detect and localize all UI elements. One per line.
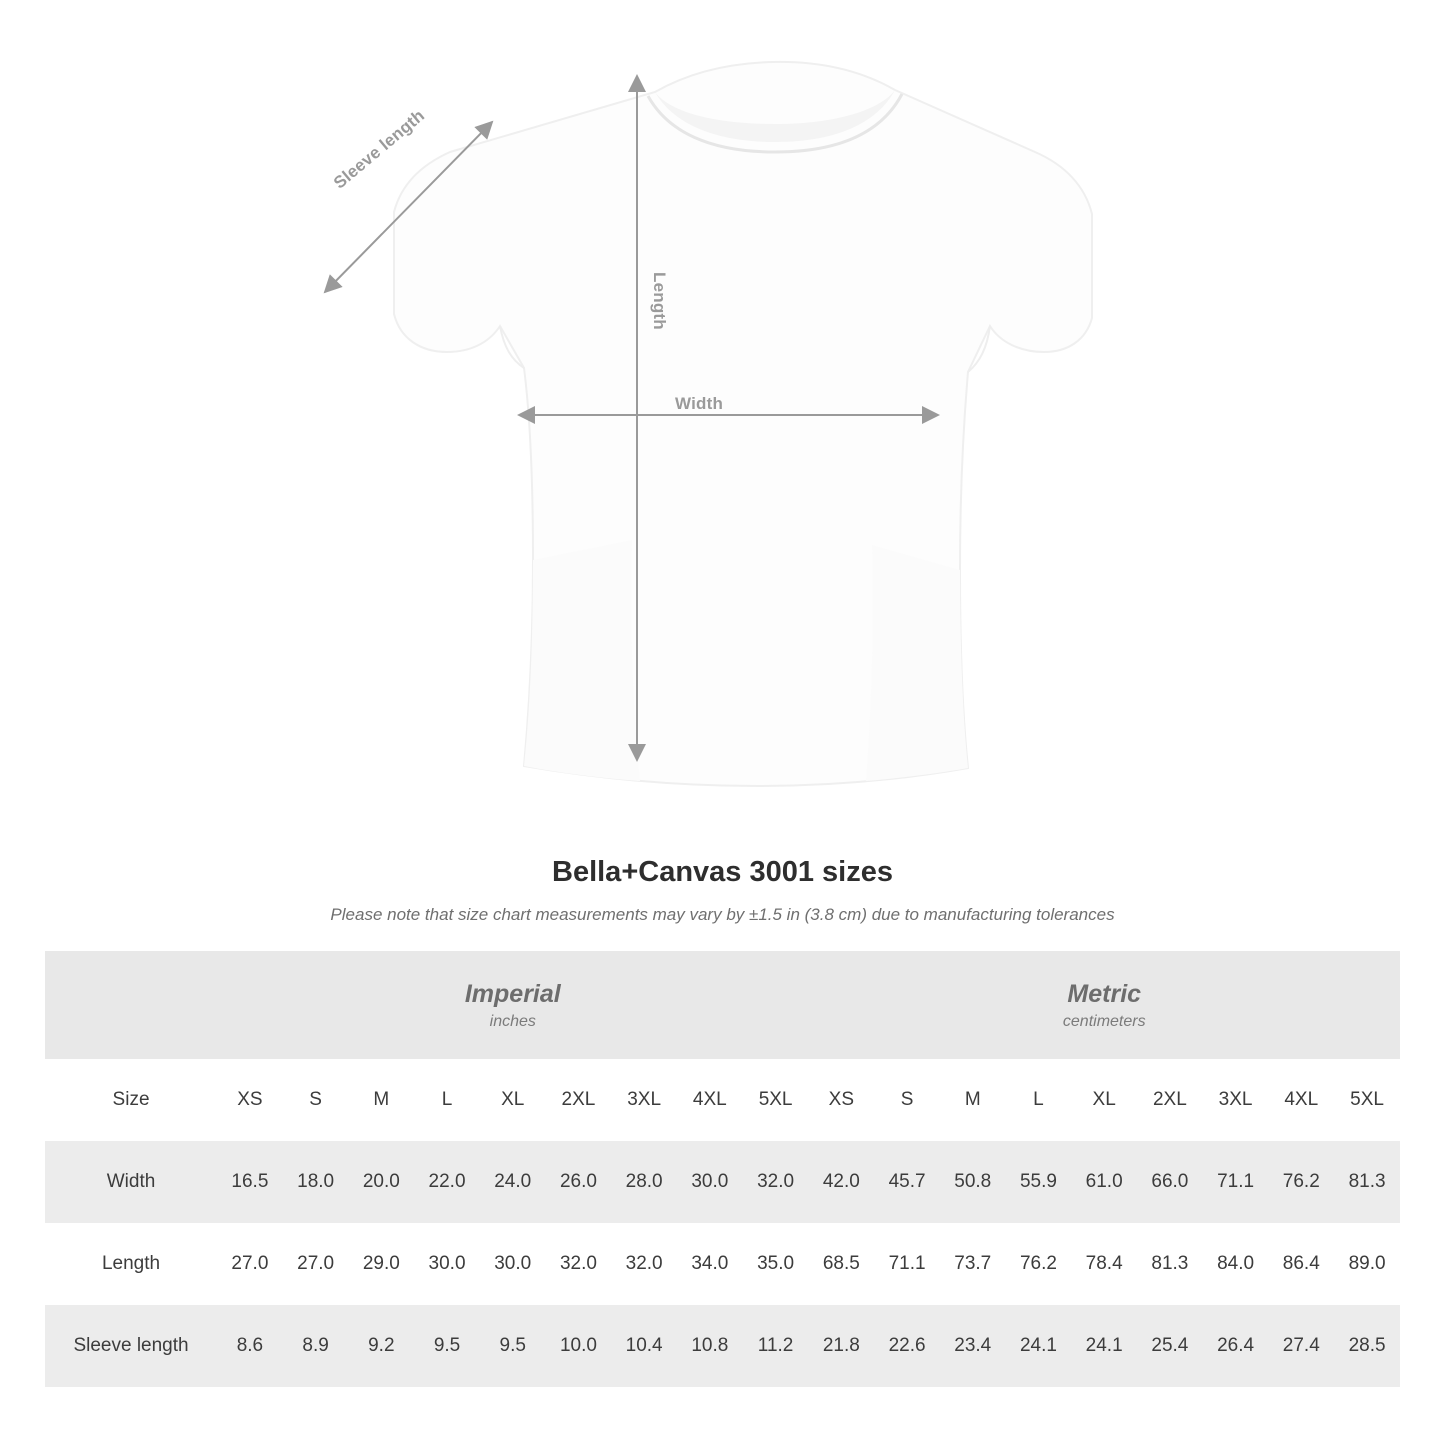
- size-col-2xl-imperial: 2XL: [546, 1059, 612, 1141]
- cell-width-4: 24.0: [480, 1141, 546, 1223]
- table-row: [45, 1141, 1400, 1223]
- cell-width-5: 26.0: [546, 1141, 612, 1223]
- cell-length-14: 81.3: [1137, 1223, 1203, 1305]
- unit-group-imperial: [217, 951, 808, 1059]
- size-col-3xl-imperial: 3XL: [611, 1059, 677, 1141]
- cell-width-14: 66.0: [1137, 1141, 1203, 1223]
- cell-sleeve-4: 9.5: [480, 1305, 546, 1387]
- cell-sleeve-9: 21.8: [809, 1305, 875, 1387]
- cell-length-11: 73.7: [940, 1223, 1006, 1305]
- cell-length-13: 78.4: [1071, 1223, 1137, 1305]
- cell-width-17: 81.3: [1334, 1141, 1400, 1223]
- cell-sleeve-11: 23.4: [940, 1305, 1006, 1387]
- size-header-row: [45, 1059, 1400, 1141]
- cell-width-6: 28.0: [611, 1141, 677, 1223]
- cell-length-5: 32.0: [546, 1223, 612, 1305]
- cell-length-16: 86.4: [1268, 1223, 1334, 1305]
- size-col-xs-metric: XS: [809, 1059, 875, 1141]
- page-title: Bella+Canvas 3001 sizes: [552, 856, 893, 888]
- sleeve-length-label: Sleeve length: [330, 105, 429, 193]
- cell-sleeve-10: 22.6: [874, 1305, 940, 1387]
- cell-width-12: 55.9: [1006, 1141, 1072, 1223]
- cell-length-4: 30.0: [480, 1223, 546, 1305]
- size-col-5xl-metric: 5XL: [1334, 1059, 1400, 1141]
- cell-width-9: 42.0: [809, 1141, 875, 1223]
- cell-length-15: 84.0: [1203, 1223, 1269, 1305]
- size-col-s-metric: S: [874, 1059, 940, 1141]
- cell-length-0: 27.0: [217, 1223, 283, 1305]
- size-col-l-imperial: L: [414, 1059, 480, 1141]
- size-col-xl-metric: XL: [1071, 1059, 1137, 1141]
- size-chart-table-wrap: [45, 951, 1400, 1387]
- cell-sleeve-16: 27.4: [1268, 1305, 1334, 1387]
- size-col-l-metric: L: [1006, 1059, 1072, 1141]
- tolerance-note: Please note that size chart measurements may vary by ±1.5 in (3.8 cm) due to manufacturing tolerances: [330, 905, 1115, 924]
- size-col-2xl-metric: 2XL: [1137, 1059, 1203, 1141]
- size-col-xs-imperial: XS: [217, 1059, 283, 1141]
- size-col-3xl-metric: 3XL: [1203, 1059, 1269, 1141]
- size-chart-table: [45, 951, 1400, 1387]
- cell-sleeve-2: 9.2: [348, 1305, 414, 1387]
- cell-width-7: 30.0: [677, 1141, 743, 1223]
- width-label: Width: [675, 394, 724, 413]
- unit-metric-name: Metric: [1067, 980, 1142, 1008]
- chart-header: [0, 856, 1445, 925]
- table-row: [45, 1223, 1400, 1305]
- row-label-width: Width: [45, 1141, 217, 1223]
- cell-sleeve-13: 24.1: [1071, 1305, 1137, 1387]
- cell-sleeve-0: 8.6: [217, 1305, 283, 1387]
- cell-length-6: 32.0: [611, 1223, 677, 1305]
- cell-sleeve-7: 10.8: [677, 1305, 743, 1387]
- unit-imperial-name: Imperial: [464, 980, 561, 1008]
- size-col-4xl-imperial: 4XL: [677, 1059, 743, 1141]
- unit-header-spacer: [45, 951, 217, 1059]
- size-col-5xl-imperial: 5XL: [743, 1059, 809, 1141]
- cell-sleeve-6: 10.4: [611, 1305, 677, 1387]
- cell-width-16: 76.2: [1268, 1141, 1334, 1223]
- cell-length-10: 71.1: [874, 1223, 940, 1305]
- cell-length-2: 29.0: [348, 1223, 414, 1305]
- row-label-size: Size: [45, 1059, 217, 1141]
- tshirt-shape: [394, 62, 1092, 786]
- cell-length-9: 68.5: [809, 1223, 875, 1305]
- cell-sleeve-8: 11.2: [743, 1305, 809, 1387]
- size-col-s-imperial: S: [283, 1059, 349, 1141]
- row-label-sleeve-length: Sleeve length: [45, 1305, 217, 1387]
- cell-length-12: 76.2: [1006, 1223, 1072, 1305]
- unit-group-metric: [809, 951, 1401, 1059]
- cell-sleeve-12: 24.1: [1006, 1305, 1072, 1387]
- unit-metric-sub: centimeters: [1062, 1013, 1146, 1030]
- cell-sleeve-3: 9.5: [414, 1305, 480, 1387]
- cell-sleeve-14: 25.4: [1137, 1305, 1203, 1387]
- table-row: [45, 1305, 1400, 1387]
- cell-length-17: 89.0: [1334, 1223, 1400, 1305]
- cell-width-0: 16.5: [217, 1141, 283, 1223]
- cell-width-8: 32.0: [743, 1141, 809, 1223]
- cell-length-1: 27.0: [283, 1223, 349, 1305]
- cell-length-7: 34.0: [677, 1223, 743, 1305]
- length-label: Length: [650, 272, 669, 330]
- size-col-4xl-metric: 4XL: [1268, 1059, 1334, 1141]
- cell-width-13: 61.0: [1071, 1141, 1137, 1223]
- cell-sleeve-17: 28.5: [1334, 1305, 1400, 1387]
- row-label-length: Length: [45, 1223, 217, 1305]
- size-col-xl-imperial: XL: [480, 1059, 546, 1141]
- unit-header-row: [45, 951, 1400, 1059]
- cell-width-11: 50.8: [940, 1141, 1006, 1223]
- unit-imperial-sub: inches: [489, 1013, 536, 1030]
- cell-width-10: 45.7: [874, 1141, 940, 1223]
- cell-width-1: 18.0: [283, 1141, 349, 1223]
- cell-width-3: 22.0: [414, 1141, 480, 1223]
- size-col-m-imperial: M: [348, 1059, 414, 1141]
- cell-sleeve-1: 8.9: [283, 1305, 349, 1387]
- cell-length-8: 35.0: [743, 1223, 809, 1305]
- cell-sleeve-15: 26.4: [1203, 1305, 1269, 1387]
- cell-length-3: 30.0: [414, 1223, 480, 1305]
- cell-sleeve-5: 10.0: [546, 1305, 612, 1387]
- cell-width-15: 71.1: [1203, 1141, 1269, 1223]
- cell-width-2: 20.0: [348, 1141, 414, 1223]
- size-col-m-metric: M: [940, 1059, 1006, 1141]
